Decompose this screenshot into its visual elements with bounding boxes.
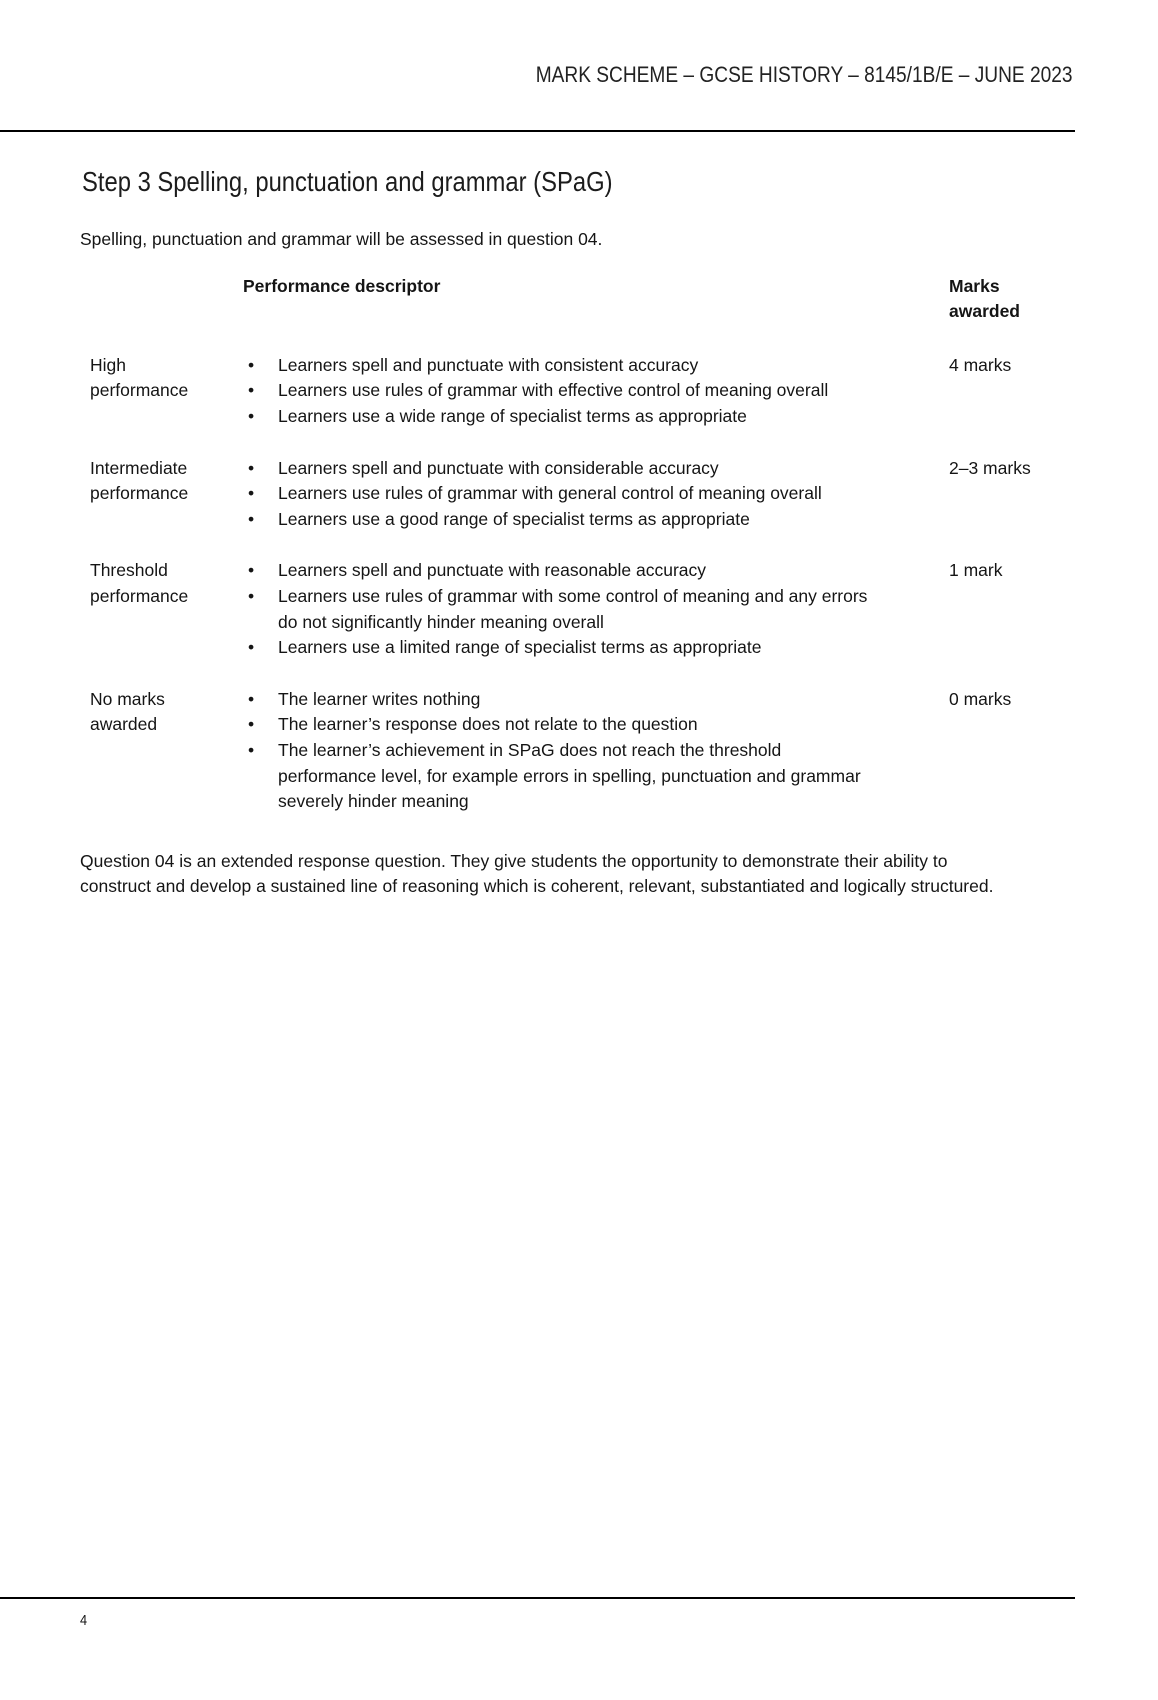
bullet-item [247,507,876,533]
page-number [80,1611,88,1631]
page-number-text: 4 [80,1612,88,1629]
bullet-item [247,687,876,713]
bullet-text: Learners use rules of grammar with general control of meaning overall [278,483,822,504]
bullet-text: Learners spell and punctuate with considerable accuracy [278,457,719,478]
footer-rule [0,1597,1075,1599]
column-header-marks-awarded: Marks awarded [949,275,1020,322]
row-label: High performance [90,354,189,401]
table-row-intermediate-performance [90,456,1075,533]
page-title [82,164,1158,200]
bullet-list [243,353,949,430]
marks-cell: 1 mark [949,560,1003,581]
bullet-icon: • [248,739,255,760]
marks-cell: 0 marks [949,688,1012,709]
bullet-text: The learner’s response does not relate to the question [278,714,698,735]
intro-paragraph: Spelling, punctuation and grammar will be assessed in question 04. [80,229,603,249]
row-label: Threshold performance [90,560,189,606]
bullet-icon: • [248,483,255,504]
bullet-item [247,353,876,379]
table-row-high-performance [90,353,1075,430]
document-header [0,62,1073,88]
table-row-no-marks-awarded [90,687,1075,815]
bullet-icon: • [248,354,255,375]
bullet-icon: • [248,560,255,581]
bullet-item [247,738,876,815]
bullet-text: Learners spell and punctuate with reasonable accuracy [278,560,707,581]
bullet-item [247,558,876,584]
bullet-text: Learners use a wide range of specialist terms as appropriate [278,405,747,426]
bullet-icon: • [248,688,255,709]
bullet-item [247,712,876,738]
bullet-icon: • [248,508,255,529]
bullet-item [247,404,876,430]
row-label: No marks awarded [90,688,165,735]
bullet-icon: • [248,585,255,606]
bullet-list [243,687,949,815]
page-title-text: Step 3 Spelling, punctuation and grammar (SPaG) [82,166,613,197]
bullet-icon: • [248,405,255,426]
table-header-row [90,274,1075,325]
bullet-text: The learner’s achievement in SPaG does not reach the threshold performance level, for example errors in spelling, punctuation and grammar severely hinder meaning [278,739,861,812]
bullet-icon: • [248,637,255,658]
bullet-item [247,481,876,507]
bullet-text: Learners use rules of grammar with effective control of meaning overall [278,380,829,401]
table-row-threshold-performance [90,558,1075,660]
bullet-text: Learners use rules of grammar with some control of meaning and any errors do not significantly hinder meaning overall [278,585,868,632]
bullet-list [243,558,949,660]
marks-cell: 2–3 marks [949,457,1031,478]
bullet-list [243,456,949,533]
bullet-text: The learner writes nothing [278,688,481,709]
row-label: Intermediate performance [90,457,189,504]
header-rule [0,130,1075,132]
marks-cell: 4 marks [949,354,1012,375]
bullet-text: Learners use a good range of specialist terms as appropriate [278,508,750,529]
bullet-text: Learners use a limited range of specialist terms as appropriate [278,637,762,658]
bullet-item [247,378,876,404]
bullet-item [247,456,876,482]
spag-table [90,274,1075,815]
bullet-item [247,635,876,661]
closing-paragraph: Question 04 is an extended response question. They give students the opportunity to demonstrate their ability to construct and develop a sustained line of reasoning which is coherent, relevant, substantiated and logically structured. [80,850,994,897]
document-header-text: MARK SCHEME – GCSE HISTORY – 8145/1B/E – JUNE 2023 [536,62,1073,87]
bullet-icon: • [248,457,255,478]
bullet-item [247,584,876,635]
bullet-icon: • [248,380,255,401]
bullet-text: Learners spell and punctuate with consistent accuracy [278,354,699,375]
bullet-icon: • [248,714,255,735]
column-header-performance-descriptor: Performance descriptor [243,275,441,296]
